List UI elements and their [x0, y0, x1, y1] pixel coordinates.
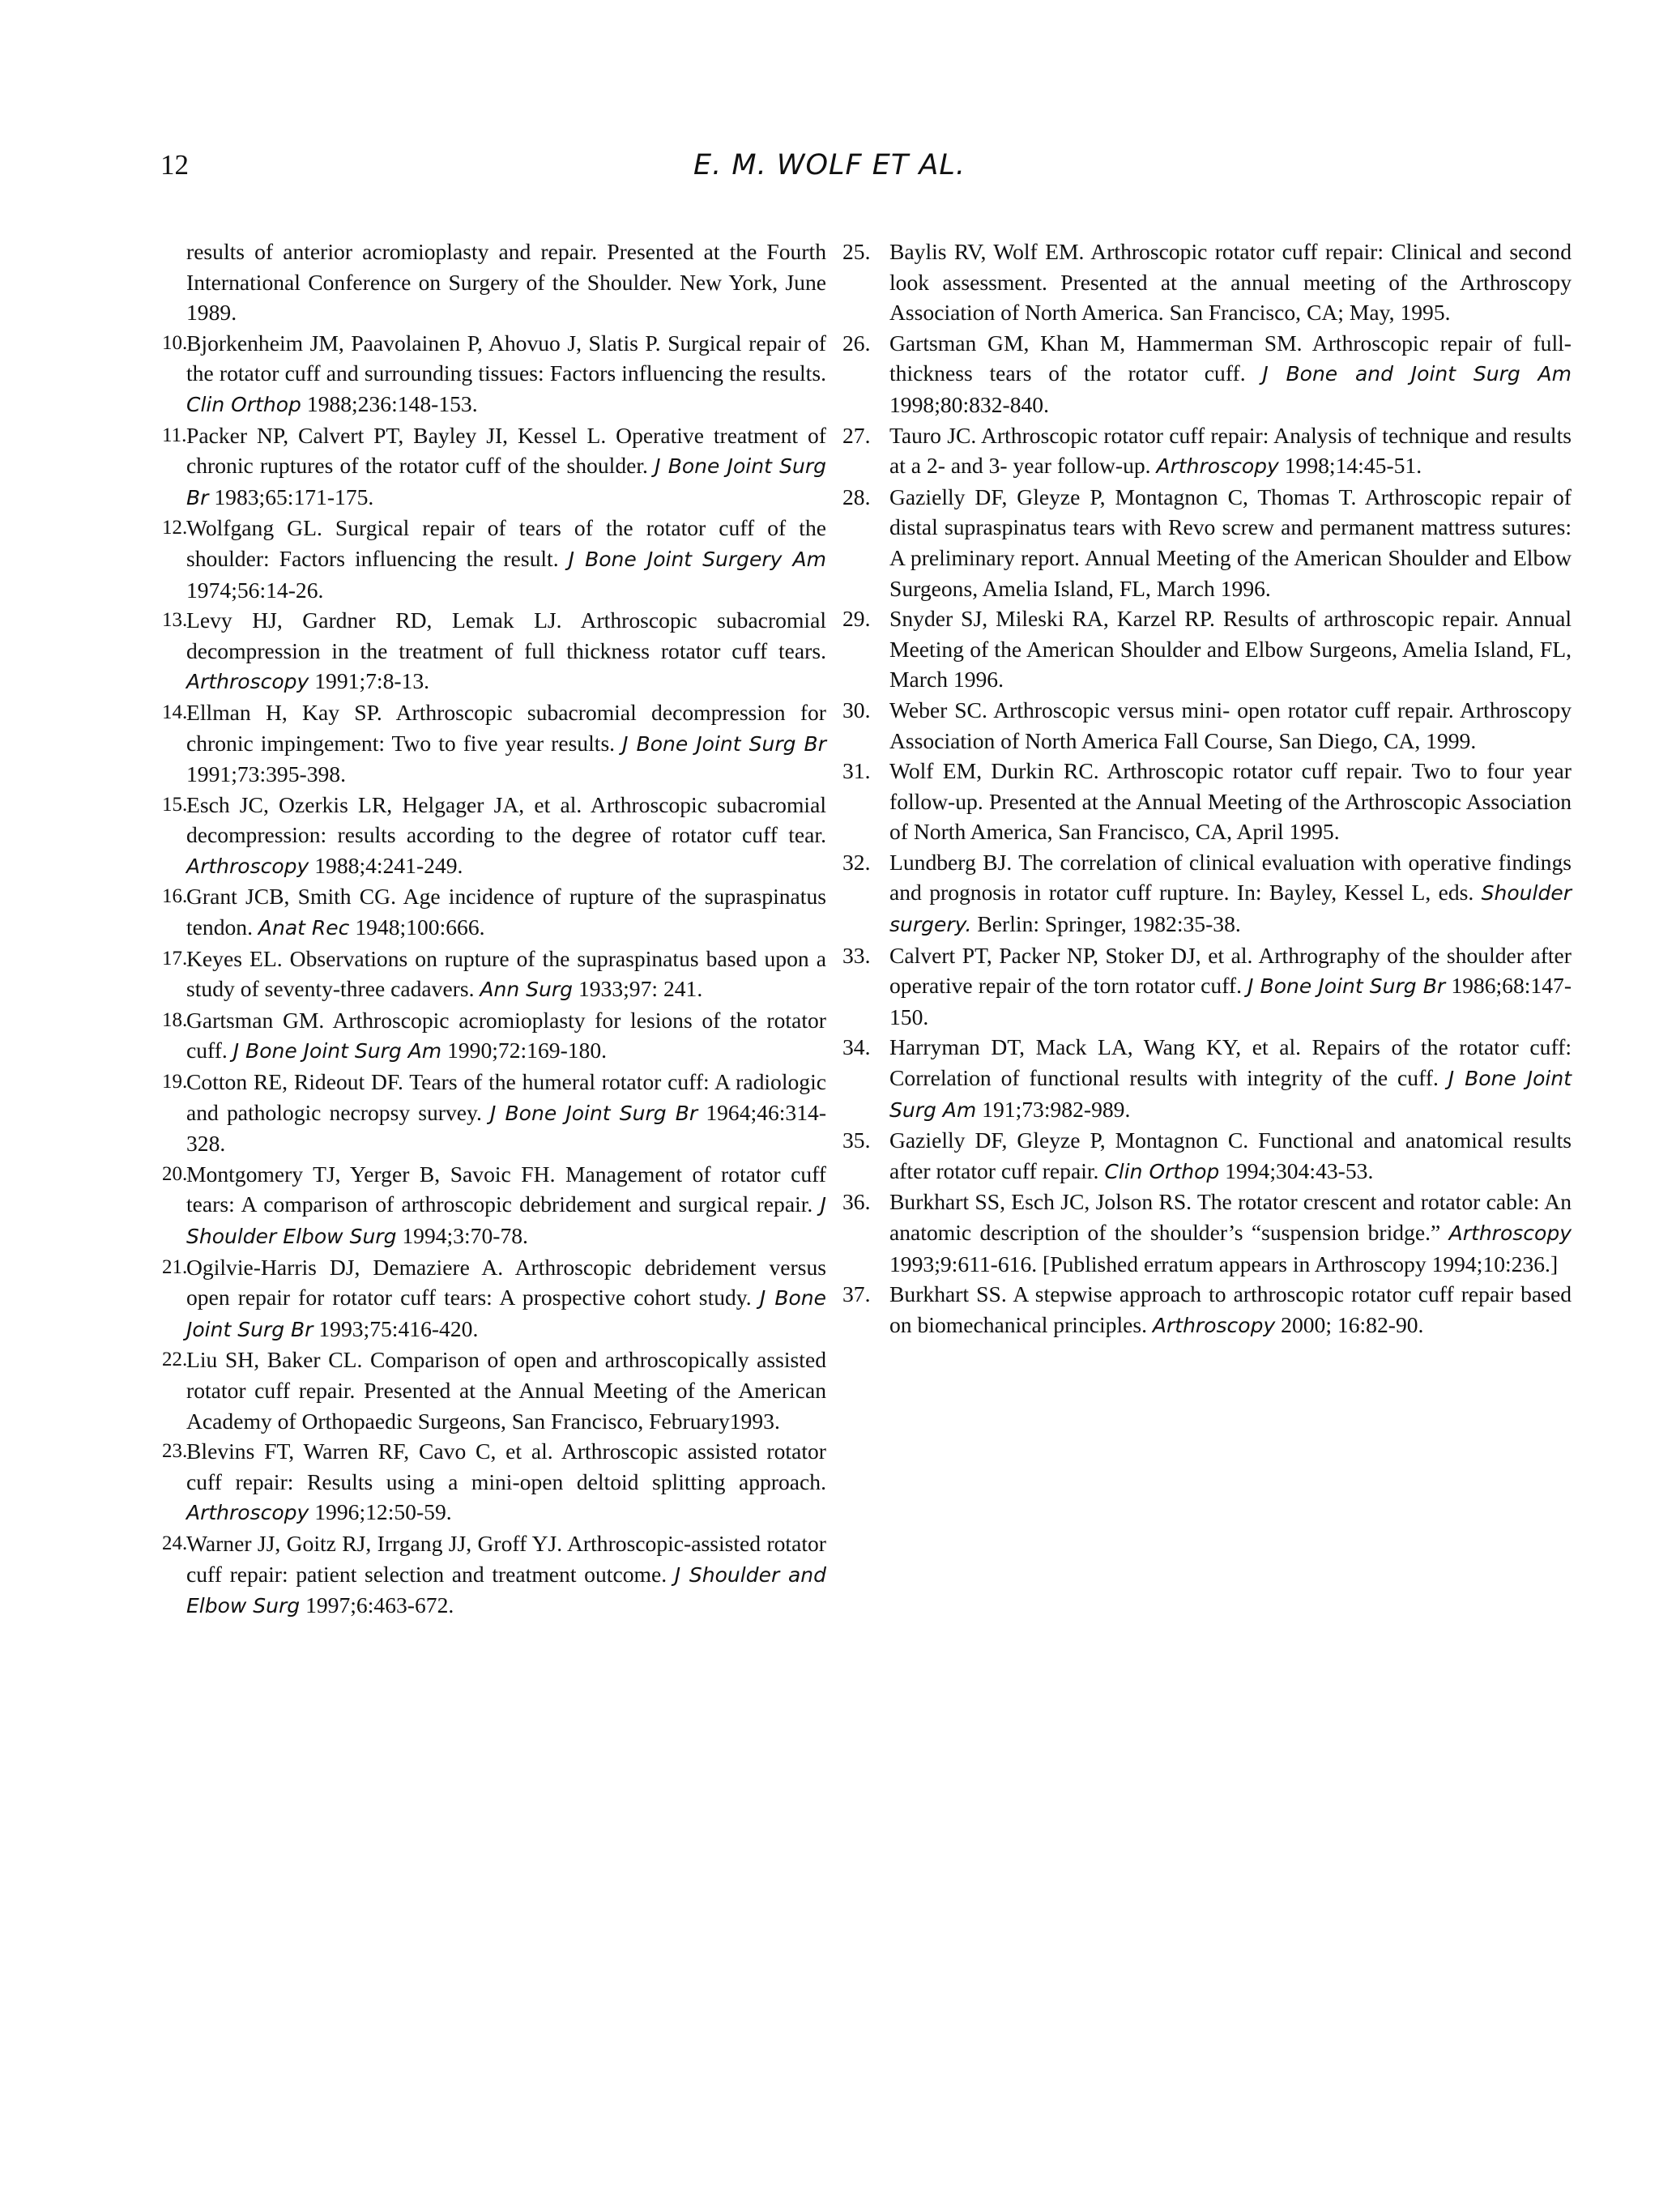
reference-citation: 1990;72:169-180. — [447, 1038, 608, 1063]
reference-item — [162, 1528, 826, 1622]
reference-text: Baylis RV, Wolf EM. Arthroscopic rotator cuff repair: Clinical and second look assessment. Presented at the annual meeting of the Arthroscopy Association of North America. San Francisco, CA; May, 1995. — [889, 239, 1572, 326]
reference-journal: Clin Orthop — [1104, 1159, 1220, 1183]
reference-journal: Shoulder surgery. — [889, 881, 1572, 937]
reference-item — [162, 881, 826, 943]
reference-citation: 1994;304:43-53. — [1225, 1157, 1374, 1183]
reference-number: 25. — [842, 239, 871, 264]
reference-text: Harryman DT, Mack LA, Wang KY, et al. Repairs of the rotator cuff: Correlation of functional results with integrity of the cuff. — [889, 1034, 1572, 1091]
reference-item — [162, 1067, 827, 1159]
reference-item — [842, 420, 1572, 482]
reference-item — [162, 605, 826, 697]
reference-item — [162, 1436, 826, 1528]
reference-citation: 1994;3:70-78. — [402, 1223, 528, 1248]
reference-citation: 1948;100:666. — [355, 914, 485, 940]
reference-text: Esch JC, Ozerkis LR, Helgager JA, et al. Arthroscopic subacromial decompression: results according to the degree of rotator cuff tear. — [186, 791, 826, 848]
reference-number: 28. — [842, 484, 871, 509]
reference-number: 30. — [842, 697, 871, 722]
reference-text: Tauro JC. Arthroscopic rotator cuff repair: Analysis of technique and results at a 2- and 3- year follow-up. — [889, 422, 1572, 479]
reference-citation: 1988;236:148-153. — [306, 390, 478, 416]
reference-column-left — [162, 237, 827, 1622]
reference-citation: 1991;7:8-13. — [314, 668, 430, 694]
reference-text: Warner JJ, Goitz RJ, Irrgang JJ, Groff YJ. Arthroscopic-assisted rotator cuff repair: patient selection and treatment outcome. — [186, 1530, 826, 1587]
reference-number: 11. — [162, 424, 187, 446]
reference-citation: 1986;68:147-150. — [889, 973, 1572, 1029]
reference-number: 26. — [842, 330, 871, 356]
reference-journal: J Shoulder Elbow Surg — [186, 1193, 827, 1248]
reference-number: 19. — [162, 1071, 188, 1093]
reference-number: 12. — [162, 517, 188, 539]
reference-list-right — [842, 237, 1572, 1340]
reference-number: 16. — [162, 885, 188, 908]
reference-citation: 1983;65:171-175. — [214, 484, 374, 509]
reference-item — [162, 697, 826, 790]
reference-journal: Arthroscopy — [1152, 1313, 1276, 1337]
reference-journal: J Bone Joint Surg Br — [186, 454, 826, 509]
reference-item — [842, 695, 1572, 756]
reference-item — [842, 603, 1572, 695]
reference-item — [842, 1279, 1572, 1340]
reference-number: 17. — [162, 947, 188, 970]
reference-list-left — [162, 328, 827, 1622]
reference-item — [842, 237, 1572, 328]
reference-text: Weber SC. Arthroscopic versus mini- open rotator cuff repair. Arthroscopy Association of North America Fall Course, San Diego, CA, 1999. — [889, 697, 1572, 753]
reference-item — [162, 513, 826, 605]
reference-item — [162, 420, 826, 514]
reference-text: Blevins FT, Warren RF, Cavo C, et al. Arthroscopic assisted rotator cuff repair: Results using a mini-open deltoid splitting approach. — [186, 1438, 826, 1494]
reference-item — [162, 790, 826, 882]
reference-number: 22. — [162, 1349, 188, 1371]
reference-text: Wolfgang GL. Surgical repair of tears of the rotator cuff of the shoulder: Factors influencing the result. — [186, 515, 826, 571]
reference-item — [162, 328, 826, 420]
reference-item — [842, 756, 1572, 847]
reference-citation: 1993;75:416-420. — [318, 1315, 479, 1341]
reference-citation: 1998;80:832-840. — [889, 391, 1049, 417]
reference-journal: J Bone and Joint Surg Am — [1262, 362, 1572, 386]
reference-journal: J Shoulder and Elbow Surg — [186, 1562, 826, 1618]
reference-item — [162, 1252, 827, 1345]
reference-text: Levy HJ, Gardner RD, Lemak LJ. Arthroscopic subacromial decompression in the treatment of full thickness rotator cuff tears. — [186, 607, 826, 663]
reference-citation: 1933;97: 241. — [578, 976, 703, 1002]
reference-number: 20. — [162, 1162, 188, 1185]
reference-text: Ogilvie-Harris DJ, Demaziere A. Arthroscopic debridement versus open repair for rotator cuff tears: A prospective cohort study. — [186, 1254, 826, 1311]
reference-number: 13. — [162, 609, 188, 632]
reference-text: Grant JCB, Smith CG. Age incidence of rupture of the supraspinatus tendon. — [186, 884, 826, 940]
reference-citation: 1991;73:395-398. — [186, 761, 346, 787]
reference-item — [842, 328, 1572, 420]
reference-journal: J Bone Joint Surg Am — [232, 1039, 442, 1063]
running-head: E. M. WOLF ET AL. — [693, 149, 966, 181]
reference-item — [842, 482, 1572, 603]
reference-journal: Arthroscopy — [1448, 1221, 1572, 1245]
reference-number: 37. — [842, 1281, 871, 1307]
reference-text: Lundberg BJ. The correlation of clinical evaluation with operative findings and prognosis in rotator cuff rupture. In: Bayley, Kessel L, eds. — [889, 849, 1572, 906]
reference-item — [162, 1005, 826, 1067]
reference-text: Burkhart SS. A stepwise approach to arthroscopic rotator cuff repair based on biomechanical principles. — [889, 1281, 1572, 1337]
reference-item — [842, 1032, 1572, 1125]
reference-item — [162, 1159, 827, 1252]
reference-number: 29. — [842, 606, 871, 632]
reference-citation: 1974;56:14-26. — [186, 577, 324, 603]
reference-number: 31. — [842, 758, 871, 784]
reference-citation: 1996;12:50-59. — [314, 1499, 452, 1525]
reference-citation: 1964;46:314-328. — [186, 1099, 827, 1157]
reference-text: Gartsman GM, Khan M, Hammerman SM. Arthroscopic repair of full-thickness tears of the rotator cuff. — [889, 330, 1572, 386]
reference-number: 33. — [842, 942, 871, 968]
reference-text: Burkhart SS, Esch JC, Jolson RS. The rotator crescent and rotator cable: An anatomic description of the shoulder’s “suspension bridge.” — [889, 1189, 1572, 1245]
reference-text: Gazielly DF, Gleyze P, Montagnon C. Functional and anatomical results after rotator cuff repair. — [889, 1127, 1572, 1183]
reference-journal: J Bone Joint Surg Br — [186, 1286, 827, 1341]
reference-journal: Arthroscopy — [1156, 454, 1279, 479]
reference-item — [842, 940, 1572, 1033]
reference-journal: J Bone Joint Surg Br — [622, 731, 826, 756]
reference-text: Gazielly DF, Gleyze P, Montagnon C, Thomas T. Arthroscopic repair of distal supraspinatus tears with Revo screw and permanent mattress sutures: A preliminary report. Annual Meeting of the American Shoulder and Elbow Surgeons, Amelia Island, FL, March 1996. — [889, 484, 1572, 601]
reference-citation: 2000; 16:82-90. — [1281, 1311, 1424, 1337]
reference-continuation: results of anterior acromioplasty and repair. Presented at the Fourth International Conference on Surgery of the Shoulder. New York, June 1989. — [186, 239, 826, 326]
reference-column-right — [842, 237, 1572, 1340]
reference-journal: J Bone Joint Surg Am — [889, 1067, 1572, 1122]
reference-text: Wolf EM, Durkin RC. Arthroscopic rotator cuff repair. Two to four year follow-up. Presented at the Annual Meeting of the Arthroscopic Association of North America, San Francisco, CA, April 1995. — [889, 758, 1572, 845]
reference-citation: 191;73:982-989. — [982, 1096, 1131, 1122]
reference-number: 10. — [162, 331, 188, 354]
reference-citation: 1998;14:45-51. — [1284, 453, 1422, 479]
reference-text: Packer NP, Calvert PT, Bayley JI, Kessel L. Operative treatment of chronic ruptures of the rotator cuff of the shoulder. — [186, 422, 826, 479]
reference-number: 14. — [162, 701, 188, 723]
reference-item — [842, 847, 1572, 940]
reference-number: 21. — [162, 1255, 188, 1278]
reference-citation: 1988;4:241-249. — [314, 852, 463, 878]
reference-number: 34. — [842, 1034, 871, 1060]
reference-number: 15. — [162, 793, 188, 816]
reference-text: Keyes EL. Observations on rupture of the supraspinatus based upon a study of seventy-three cadavers. — [186, 945, 826, 1002]
reference-journal: Arthroscopy — [186, 854, 309, 878]
reference-journal: Arthroscopy — [186, 670, 309, 694]
reference-text: Gartsman GM. Arthroscopic acromioplasty for lesions of the rotator cuff. — [186, 1007, 826, 1063]
reference-journal: Clin Orthop — [186, 392, 301, 416]
reference-text: Ellman H, Kay SP. Arthroscopic subacromial decompression for chronic impingement: Two to five year results. — [186, 699, 826, 756]
reference-number: 23. — [162, 1440, 188, 1463]
reference-item — [842, 1125, 1572, 1187]
reference-item — [842, 1187, 1572, 1279]
reference-number: 36. — [842, 1189, 871, 1215]
reference-text: Liu SH, Baker CL. Comparison of open and arthroscopically assisted rotator cuff repair. Presented at the Annual Meeting of the American Academy of Orthopaedic Surgeons, San Francisco, February1993. — [186, 1347, 826, 1434]
reference-number: 24. — [162, 1532, 188, 1554]
reference-number: 27. — [842, 422, 871, 448]
reference-number: 18. — [162, 1008, 188, 1031]
reference-journal: Anat Rec — [258, 916, 350, 940]
reference-text: Cotton RE, Rideout DF. Tears of the humeral rotator cuff: A radiologic and pathologic necropsy survey. — [186, 1069, 826, 1125]
reference-item — [162, 944, 826, 1005]
reference-number: 32. — [842, 849, 871, 875]
reference-citation: Berlin: Springer, 1982:35-38. — [977, 911, 1241, 937]
reference-text: Bjorkenheim JM, Paavolainen P, Ahovuo J, Slatis P. Surgical repair of the rotator cuff and surrounding tissues: Factors influencing the results. — [186, 330, 826, 386]
page-number: 12 — [160, 149, 189, 181]
reference-citation: 1997;6:463-672. — [305, 1592, 454, 1618]
reference-journal: Arthroscopy — [186, 1501, 309, 1525]
reference-journal: J Bone Joint Surgery Am — [568, 547, 826, 571]
reference-journal: J Bone Joint Surg Br — [490, 1101, 698, 1125]
reference-text: Calvert PT, Packer NP, Stoker DJ, et al. Arthrography of the shoulder after operative repair of the torn rotator cuff. — [889, 942, 1572, 999]
reference-text: Montgomery TJ, Yerger B, Savoic FH. Management of rotator cuff tears: A comparison of arthroscopic debridement and surgical repair. — [186, 1161, 826, 1217]
reference-item — [162, 1345, 826, 1436]
reference-number: 35. — [842, 1127, 871, 1153]
reference-journal: J Bone Joint Surg Br — [1247, 974, 1446, 999]
reference-journal: Ann Surg — [480, 978, 574, 1002]
reference-citation: 1993;9:611-616. [Published erratum appears in Arthroscopy 1994;10:236.] — [889, 1251, 1559, 1276]
reference-text: Snyder SJ, Mileski RA, Karzel RP. Results of arthroscopic repair. Annual Meeting of the American Shoulder and Elbow Surgeons, Amelia Island, FL, March 1996. — [889, 606, 1572, 693]
